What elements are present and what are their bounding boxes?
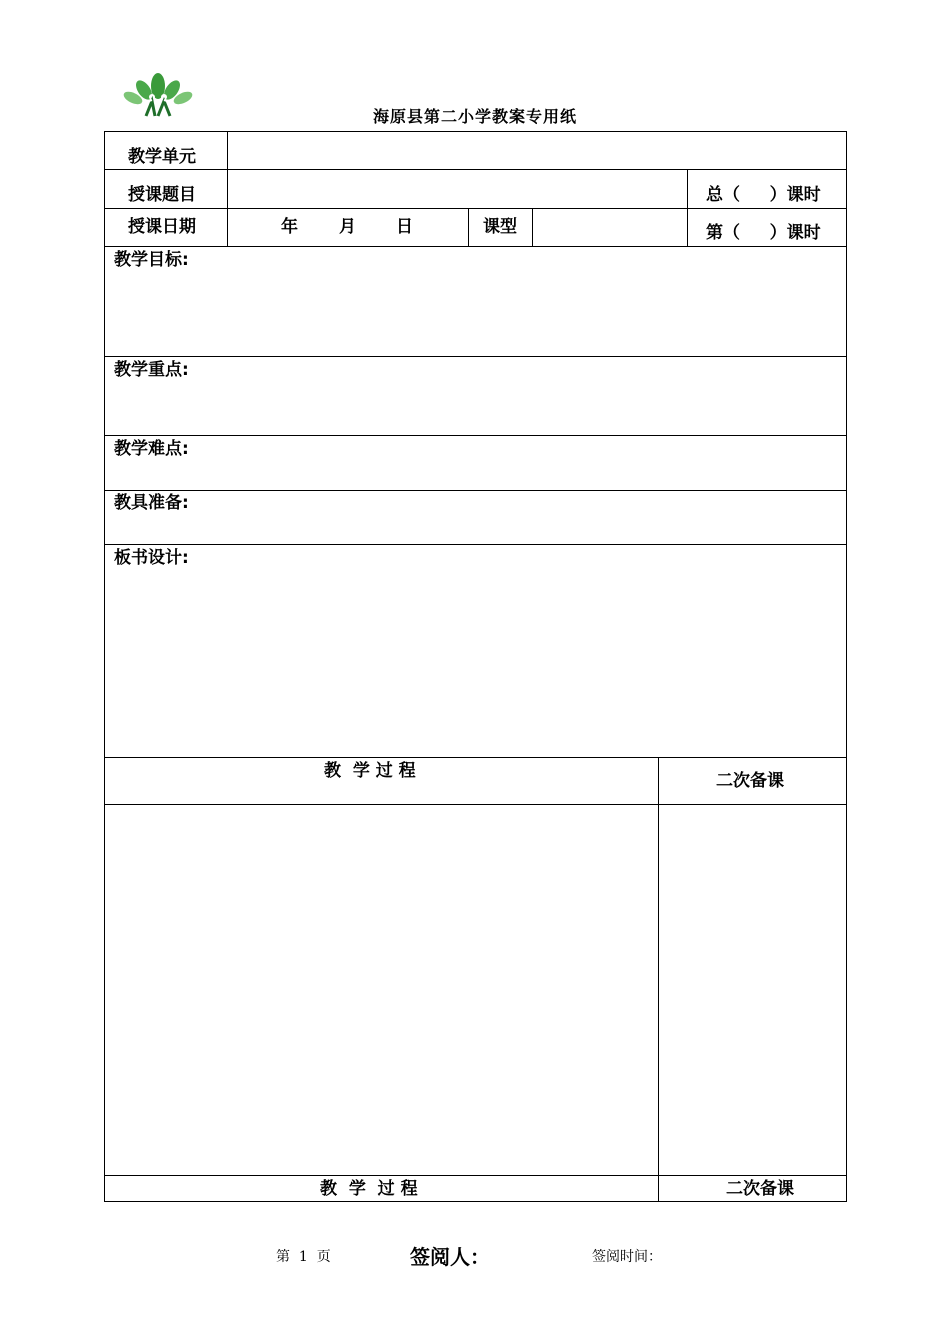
lesson-type-label: 课型 — [483, 217, 517, 237]
column-divider — [658, 757, 659, 1202]
reviewer-label: 签阅人： — [410, 1245, 490, 1269]
row-divider — [104, 544, 847, 545]
form-border-right — [846, 131, 847, 1202]
document-title: 海原县第二小学教案专用纸 — [372, 107, 577, 126]
date-label: 授课日期 — [128, 217, 196, 237]
unit-label: 教学单元 — [128, 147, 196, 167]
column-divider — [532, 208, 533, 246]
form-border-bottom — [104, 1201, 847, 1202]
total-periods-label: 总（ ）课时 — [706, 185, 821, 205]
period-number-label: 第（ ）课时 — [706, 223, 821, 243]
review-time-label: 签阅时间： — [592, 1249, 662, 1265]
topic-label: 授课题目 — [128, 185, 196, 205]
row-divider — [104, 435, 847, 436]
column-divider — [468, 208, 469, 246]
row-divider — [104, 208, 847, 209]
page-number: 第 1 页 — [276, 1249, 331, 1265]
key-points-label: 教学重点: — [114, 360, 189, 380]
board-design-label: 板书设计: — [114, 548, 189, 568]
row-divider — [104, 490, 847, 491]
row-divider — [104, 1175, 847, 1176]
row-divider — [104, 804, 847, 805]
column-divider — [687, 169, 688, 246]
teaching-process-footer: 教 学 过 程 — [320, 1179, 418, 1199]
row-divider — [104, 246, 847, 247]
form-border-top — [104, 131, 847, 132]
second-prep-header: 二次备课 — [716, 771, 784, 791]
form-border-left — [104, 131, 105, 1202]
difficulties-label: 教学难点: — [114, 439, 189, 459]
objectives-label: 教学目标: — [114, 250, 189, 270]
second-prep-footer: 二次备课 — [726, 1179, 794, 1199]
row-divider — [104, 169, 847, 170]
lesson-plan-form — [104, 131, 847, 1202]
date-year: 年 — [281, 217, 298, 237]
date-month: 月 — [339, 217, 356, 237]
column-divider — [227, 131, 228, 246]
teaching-aids-label: 教具准备: — [114, 493, 189, 513]
row-divider — [104, 757, 847, 758]
teaching-process-header: 教 学 过 程 — [324, 761, 416, 781]
row-divider — [104, 356, 847, 357]
date-day: 日 — [396, 217, 413, 237]
